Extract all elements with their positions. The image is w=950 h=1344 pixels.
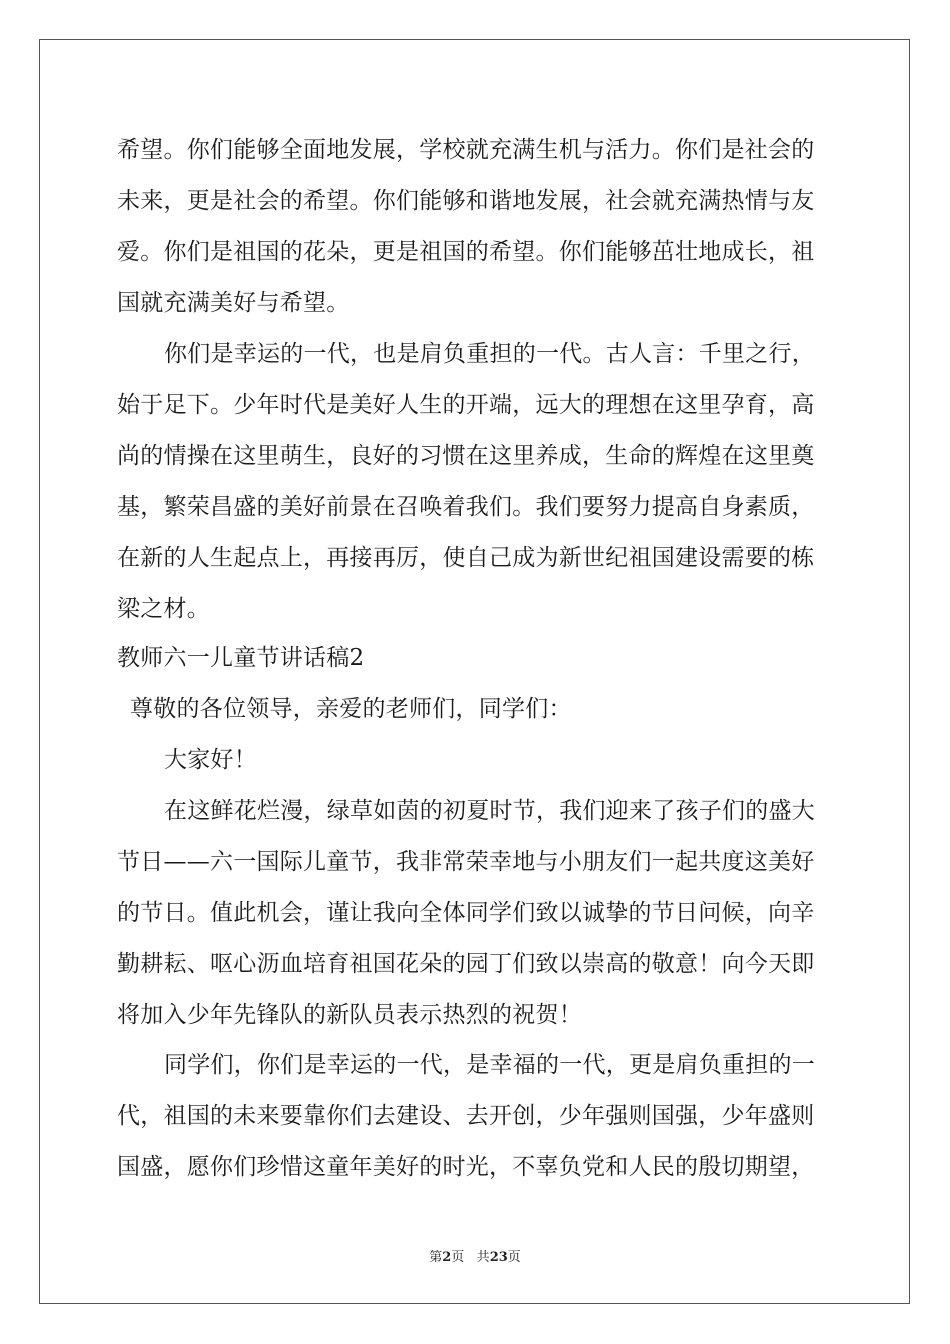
body-line: 你们是幸运的一代，也是肩负重担的一代。古人言：千里之行， — [164, 341, 815, 367]
salutation: 尊敬的各位领导，亲爱的老师们，同学们： — [130, 696, 572, 722]
body-line: 国就充满美好与希望。 — [117, 290, 350, 316]
body-line: 的节日。值此机会，谨让我向全体同学们致以诚挚的节日问候，向辛 — [117, 900, 815, 926]
body-line: 基，繁荣昌盛的美好前景在召唤着我们。我们要努力提高自身素质， — [117, 494, 815, 520]
body-line: 代，祖国的未来要靠你们去建设、去开创，少年强则国强，少年盛则 — [117, 1103, 815, 1129]
footer-total-pages: 23 — [489, 1250, 508, 1265]
footer-total-prefix: 共 — [476, 1250, 490, 1265]
body-line: 希望。你们能够全面地发展，学校就充满生机与活力。你们是社会的 — [117, 137, 815, 163]
body-line: 梁之材。 — [117, 596, 210, 622]
page-footer — [0, 1246, 950, 1265]
footer-page-number: 2 — [442, 1250, 452, 1265]
section-heading: 教师六一儿童节讲话稿2 — [117, 645, 365, 671]
body-line: 未来，更是社会的希望。你们能够和谐地发展，社会就充满热情与友 — [117, 188, 815, 214]
body-line: 始于足下。少年时代是美好人生的开端，远大的理想在这里孕育，高 — [117, 392, 815, 418]
body-line: 同学们，你们是幸运的一代，是幸福的一代，更是肩负重担的一 — [164, 1052, 815, 1078]
body-line: 在这鲜花烂漫，绿草如茵的初夏时节，我们迎来了孩子们的盛大 — [164, 798, 815, 824]
footer-page-unit: 页 — [451, 1250, 465, 1265]
greeting: 大家好！ — [164, 747, 257, 773]
body-line: 节日——六一国际儿童节，我非常荣幸地与小朋友们一起共度这美好 — [117, 849, 815, 875]
body-line: 爱。你们是祖国的花朵，更是祖国的希望。你们能够茁壮地成长，祖 — [117, 239, 815, 265]
footer-total-unit: 页 — [507, 1250, 521, 1265]
body-line: 国盛，愿你们珍惜这童年美好的时光，不辜负党和人民的殷切期望， — [117, 1154, 815, 1180]
footer-prefix: 第 — [429, 1250, 443, 1265]
body-line: 尚的情操在这里萌生，良好的习惯在这里养成，生命的辉煌在这里奠 — [117, 443, 815, 469]
body-line: 将加入少年先锋队的新队员表示热烈的祝贺！ — [117, 1002, 582, 1028]
body-line: 勤耕耘、呕心沥血培育祖国花朵的园丁们致以崇高的敬意！向今天即 — [117, 951, 815, 977]
body-line: 在新的人生起点上，再接再厉，使自己成为新世纪祖国建设需要的栋 — [117, 545, 815, 571]
